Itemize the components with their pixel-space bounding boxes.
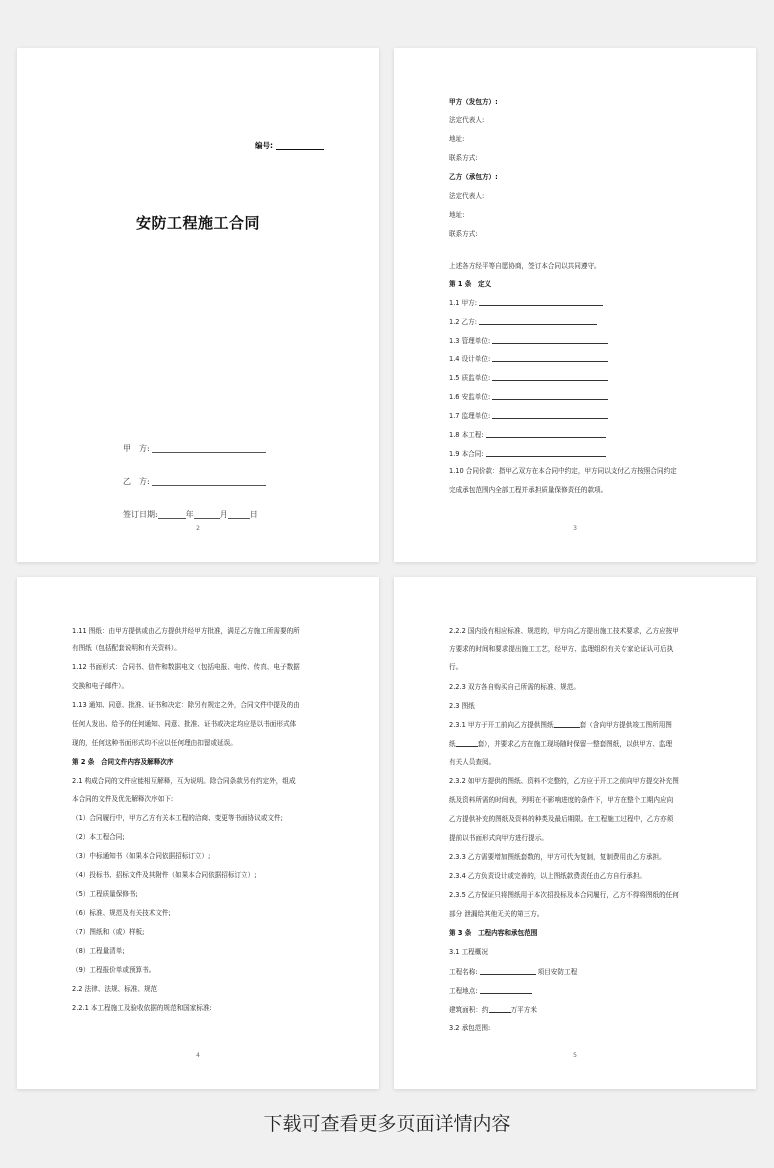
definition-item: 1.1 甲方:	[449, 298, 707, 308]
item-2-2-1: 2.2.1 本工程施工及验收依据的规范和国家标准:	[72, 1004, 212, 1012]
item-2-2-3: 2.2.3 双方各自购买自己所需的标准、规范。	[449, 683, 580, 691]
party-a-blank	[152, 443, 266, 453]
list-item: （7）图纸和（或）样板;	[72, 928, 145, 936]
date-day: 日	[249, 510, 258, 519]
definition-item: 1.5 质监单位:	[449, 373, 707, 383]
item-2-3-3: 2.3.3 乙方需要增加图纸套数的，甲方可代为复制，复制费用由乙方承担。	[449, 853, 666, 861]
list-item: （2）本工程合同;	[72, 833, 125, 841]
date-prefix: 签订日期:	[123, 510, 158, 519]
party-b-address: 地址:	[449, 211, 465, 219]
article-1-heading: 第 1 条 定义	[449, 280, 492, 288]
date-year: 年	[185, 510, 194, 519]
page-number: 5	[573, 1052, 577, 1059]
item-2-3-5-line1: 2.3.5 乙方保证只将图纸用于本次招投标及本合同履行，乙方不得将图纸的任何	[449, 891, 679, 899]
page-number: 3	[573, 525, 577, 532]
serial-label: 编号:	[255, 141, 273, 150]
project-location: 工程地点:	[449, 986, 707, 996]
item-2-3-2-line3: 乙方提供补充的图纸及资料的种类及最后期限。在工程施工过程中，乙方亦须	[449, 815, 674, 823]
definition-item: 1.7 监理单位:	[449, 411, 707, 421]
serial-number-field	[255, 140, 324, 151]
item-1-11-line2: 有图纸（包括配套说明和有关资料）。	[72, 644, 181, 652]
list-item: （3）中标通知书（如果本合同依据招标订立）;	[72, 852, 211, 860]
definition-item: 1.2 乙方:	[449, 317, 707, 327]
item-1-11-line1: 1.11 图纸：由甲方提供或由乙方提供并经甲方批准，满足乙方施工所需要的所	[72, 627, 300, 635]
page-drawings-scope	[394, 577, 756, 1089]
item-2-3-1-line2: 纸 套），并要求乙方在施工现场随时保留一整套图纸，以供甲方、监理	[449, 740, 673, 748]
party-a-contact: 联系方式:	[449, 154, 478, 162]
party-b-signature	[123, 476, 266, 487]
article-2-heading: 第 2 条 合同文件内容及解释次序	[72, 758, 174, 766]
page-number: 2	[196, 525, 200, 532]
page-parties-definitions	[394, 48, 756, 562]
party-b-blank	[152, 476, 266, 486]
party-b-heading: 乙方（承包方）:	[449, 173, 498, 181]
list-item: （9）工程报价单或预算书。	[72, 966, 156, 974]
month-blank	[194, 509, 220, 519]
party-b-contact: 联系方式:	[449, 230, 478, 238]
item-3-1: 3.1 工程概况	[449, 948, 488, 956]
item-3-2: 3.2 承包范围:	[449, 1024, 491, 1032]
list-item: （4）投标书、招标文件及其附件（如果本合同依据招标订立）;	[72, 871, 257, 879]
item-1-10-line2: 完成承包范围内全部工程并承担质量保修责任的款项。	[449, 486, 608, 494]
item-2-3-4: 2.3.4 乙方负责设计或完善的，以上图纸款费责任由乙方自行承担。	[449, 872, 646, 880]
party-b-label: 乙 方:	[123, 477, 150, 486]
article-3-heading: 第 3 条 工程内容和承包范围	[449, 929, 538, 937]
item-2-2-2-line2: 方要求的时间和要求提出施工工艺，经甲方、监理组织有关专家论证认可后执	[449, 645, 674, 653]
item-1-13-line1: 1.13 通知、同意、批准、证书和决定：除另有规定之外，合同文件中提及的由	[72, 701, 300, 709]
project-name: 工程名称: 项目安防工程	[449, 968, 578, 976]
list-item: （6）标准、规范及有关技术文件;	[72, 909, 171, 917]
party-b-rep: 法定代表人:	[449, 192, 485, 200]
page-cover	[17, 48, 379, 562]
item-2-3-5-line2: 部分 泄漏给其他无关的第三方。	[449, 910, 544, 918]
definition-item: 1.4 设计单位:	[449, 354, 707, 364]
list-item: （5）工程质量保修书;	[72, 890, 138, 898]
building-area: 建筑面积：约 万平方米	[449, 1006, 537, 1014]
date-month: 月	[219, 510, 228, 519]
page-definitions-cont	[17, 577, 379, 1089]
definition-item: 1.9 本合同:	[449, 449, 707, 459]
list-item: （1）合同履行中，甲方乙方有关本工程的洽商、变更等书面协议或文件;	[72, 814, 283, 822]
definition-item: 1.3 管理单位:	[449, 336, 707, 346]
item-2-3-2-line4: 提前以书面形式向甲方进行提示。	[449, 834, 548, 842]
list-item: （8）工程量清单;	[72, 947, 125, 955]
item-2-3-1-line1: 2.3.1 甲方于开工前向乙方提供图纸 套（含向甲方提供竣工图所用图	[449, 721, 672, 729]
item-2-2-2-line3: 行。	[449, 663, 463, 671]
item-1-12-line2: 交换和电子邮件）。	[72, 682, 129, 690]
item-1-10-line1: 1.10 合同价款：指甲乙双方在本合同中约定，甲方同以支付乙方按照合同约定	[449, 467, 677, 475]
item-2-3-1-line3: 有关人员查阅。	[449, 758, 496, 766]
item-2-2-2-line1: 2.2.2 国内没有相应标准、规范的，甲方向乙方提出施工技术要求，乙方应按甲	[449, 627, 679, 635]
download-more-link[interactable]: 下载可查看更多页面详情内容	[263, 1113, 511, 1135]
item-2-3: 2.3 图纸	[449, 702, 475, 710]
year-blank	[158, 509, 186, 519]
party-a-rep: 法定代表人:	[449, 116, 485, 124]
item-2-1-line1: 2.1 构成合同的文件应能相互解释，互为说明。除合同条款另有约定外，组成	[72, 777, 296, 785]
definition-item: 1.8 本工程:	[449, 430, 707, 440]
signing-date	[123, 509, 258, 520]
day-blank	[228, 509, 250, 519]
definition-item: 1.6 安监单位:	[449, 392, 707, 402]
item-2-3-2-line1: 2.3.2 如甲方提供的图纸、资料不完整的，乙方应于开工之前向甲方提交补充图	[449, 777, 679, 785]
party-a-signature	[123, 443, 266, 454]
page-number: 4	[196, 1052, 200, 1059]
item-2-1-line2: 本合同的文件及优先解释次序如下:	[72, 795, 174, 803]
item-1-12-line1: 1.12 书面形式：合同书、信件和数据电文（包括电报、电传、传真、电子数据	[72, 663, 300, 671]
party-a-address: 地址:	[449, 135, 465, 143]
contract-title: 安防工程施工合同	[135, 214, 260, 232]
intro-text: 上述各方经平等自愿协商，签订本合同以共同遵守。	[449, 262, 601, 270]
item-2-2: 2.2 法律、法规、标准、规范	[72, 985, 158, 993]
serial-blank	[276, 141, 324, 150]
item-1-13-line2: 任何人发出、给予的任何通知、同意、批准、证书或决定均应是以书面形式体	[72, 720, 297, 728]
party-a-label: 甲 方:	[123, 444, 150, 453]
item-1-13-line3: 现的，任何这种书面形式均不应以任何理由扣留或延误。	[72, 739, 237, 747]
party-a-heading: 甲方（发包方）:	[449, 98, 498, 106]
item-2-3-2-line2: 纸及资料所需的时间表，列明在不影响进度的条件下，甲方在整个工期内应向	[449, 796, 674, 804]
